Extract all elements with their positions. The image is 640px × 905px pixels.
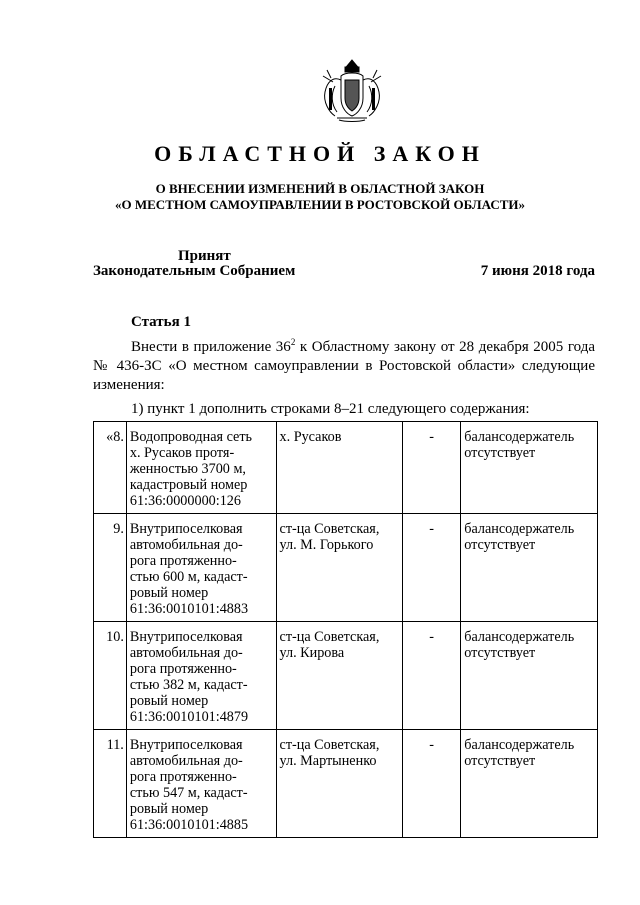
object-name-line: автомобильная до-: [129, 753, 243, 769]
balance-holder-line: балансодержатель: [464, 429, 575, 445]
paragraph-text-end: к Областному закону от 28 декабря 2005 года № 436-ЗС «О местном самоуправлении в Ростовской области» следующие изменения:: [93, 339, 596, 393]
table-row: [94, 514, 598, 622]
object-name-line: 61:36:0010101:4879: [129, 709, 249, 725]
balance-holder-line: балансодержатель: [464, 521, 575, 537]
document-title: ОБЛАСТНОЙ ЗАКОН: [154, 141, 486, 166]
object-name-line: 61:36:0010101:4883: [129, 601, 249, 617]
object-address-line: ст-ца Советская,: [279, 629, 380, 645]
object-name-line: автомобильная до-: [129, 645, 243, 661]
object-name-line: ровый номер: [129, 693, 209, 709]
object-name-line: Внутрипоселковая: [129, 737, 243, 753]
balance-holder-line: балансодержатель: [464, 629, 575, 645]
balance-holder-line: отсутствует: [464, 537, 536, 553]
object-address: [276, 514, 402, 622]
adoption-date: 7 июня 2018 года: [480, 263, 595, 279]
empty-value-dash: -: [402, 422, 460, 514]
document-subtitle: [0, 181, 640, 213]
balance-holder-line: балансодержатель: [464, 737, 575, 753]
table-row: [94, 730, 598, 838]
object-name: [126, 622, 276, 730]
object-name-line: автомобильная до-: [129, 537, 243, 553]
object-name-line: ровый номер: [129, 801, 209, 817]
object-name-line: Внутрипоселковая: [129, 521, 243, 537]
object-name-line: женностью 3700 м,: [129, 461, 246, 477]
object-address: [276, 730, 402, 838]
object-name-line: рога протяженно-: [129, 769, 237, 785]
table-row: [94, 422, 598, 514]
object-name: [126, 730, 276, 838]
object-name-line: стью 547 м, кадаст-: [129, 785, 248, 801]
article-paragraph: [93, 333, 595, 395]
object-address: [276, 422, 402, 514]
balance-holder-line: отсутствует: [464, 753, 536, 769]
object-name: [126, 514, 276, 622]
object-name-line: рога протяженно-: [129, 553, 237, 569]
object-address-line: х. Русаков: [279, 429, 342, 445]
coat-of-arms-emblem-icon: [317, 58, 387, 124]
object-address-line: ст-ца Советская,: [279, 737, 380, 753]
object-address-line: ст-ца Советская,: [279, 521, 380, 537]
object-name-line: стью 382 м, кадаст-: [129, 677, 248, 693]
row-number: 10.: [94, 622, 127, 730]
paragraph-superscript: 2: [290, 337, 296, 347]
amendments-table: [93, 421, 598, 838]
object-name-line: 61:36:0010101:4885: [129, 817, 249, 833]
adoption-body: Законодательным Собранием: [93, 263, 296, 279]
object-name-line: ровый номер: [129, 585, 209, 601]
object-address-line: ул. М. Горького: [279, 537, 374, 553]
object-name-line: 61:36:0000000:126: [129, 493, 241, 509]
table-row: [94, 622, 598, 730]
row-number: 11.: [94, 730, 127, 838]
object-name-line: х. Русаков протя-: [129, 445, 235, 461]
empty-value-dash: -: [402, 514, 460, 622]
row-number: 9.: [94, 514, 127, 622]
object-name-line: Внутрипоселковая: [129, 629, 243, 645]
balance-holder-line: отсутствует: [464, 445, 536, 461]
object-name-line: кадастровый номер: [129, 477, 248, 493]
object-address-line: ул. Кирова: [279, 645, 345, 661]
object-address: [276, 622, 402, 730]
object-name: [126, 422, 276, 514]
balance-holder-line: отсутствует: [464, 645, 536, 661]
object-name-line: стью 600 м, кадаст-: [129, 569, 248, 585]
object-address-line: ул. Мартыненко: [279, 753, 377, 769]
balance-holder: [461, 622, 598, 730]
paragraph-text-start: Внести в приложение 36: [131, 339, 291, 355]
balance-holder: [461, 422, 598, 514]
balance-holder: [461, 514, 598, 622]
row-number: «8.: [94, 422, 127, 514]
balance-holder: [461, 730, 598, 838]
empty-value-dash: -: [402, 622, 460, 730]
subtitle-line-2: «О МЕСТНОМ САМОУПРАВЛЕНИИ В РОСТОВСКОЙ ОБЛАСТИ»: [115, 197, 525, 212]
object-name-line: рога протяженно-: [129, 661, 237, 677]
adoption-label: Принят: [178, 248, 231, 264]
article-item-1: 1) пункт 1 дополнить строками 8–21 следующего содержания:: [131, 401, 530, 417]
article-heading: Статья 1: [131, 314, 191, 330]
subtitle-line-1: О ВНЕСЕНИИ ИЗМЕНЕНИЙ В ОБЛАСТНОЙ ЗАКОН: [155, 181, 485, 196]
object-name-line: Водопроводная сеть: [129, 429, 253, 445]
empty-value-dash: -: [402, 730, 460, 838]
